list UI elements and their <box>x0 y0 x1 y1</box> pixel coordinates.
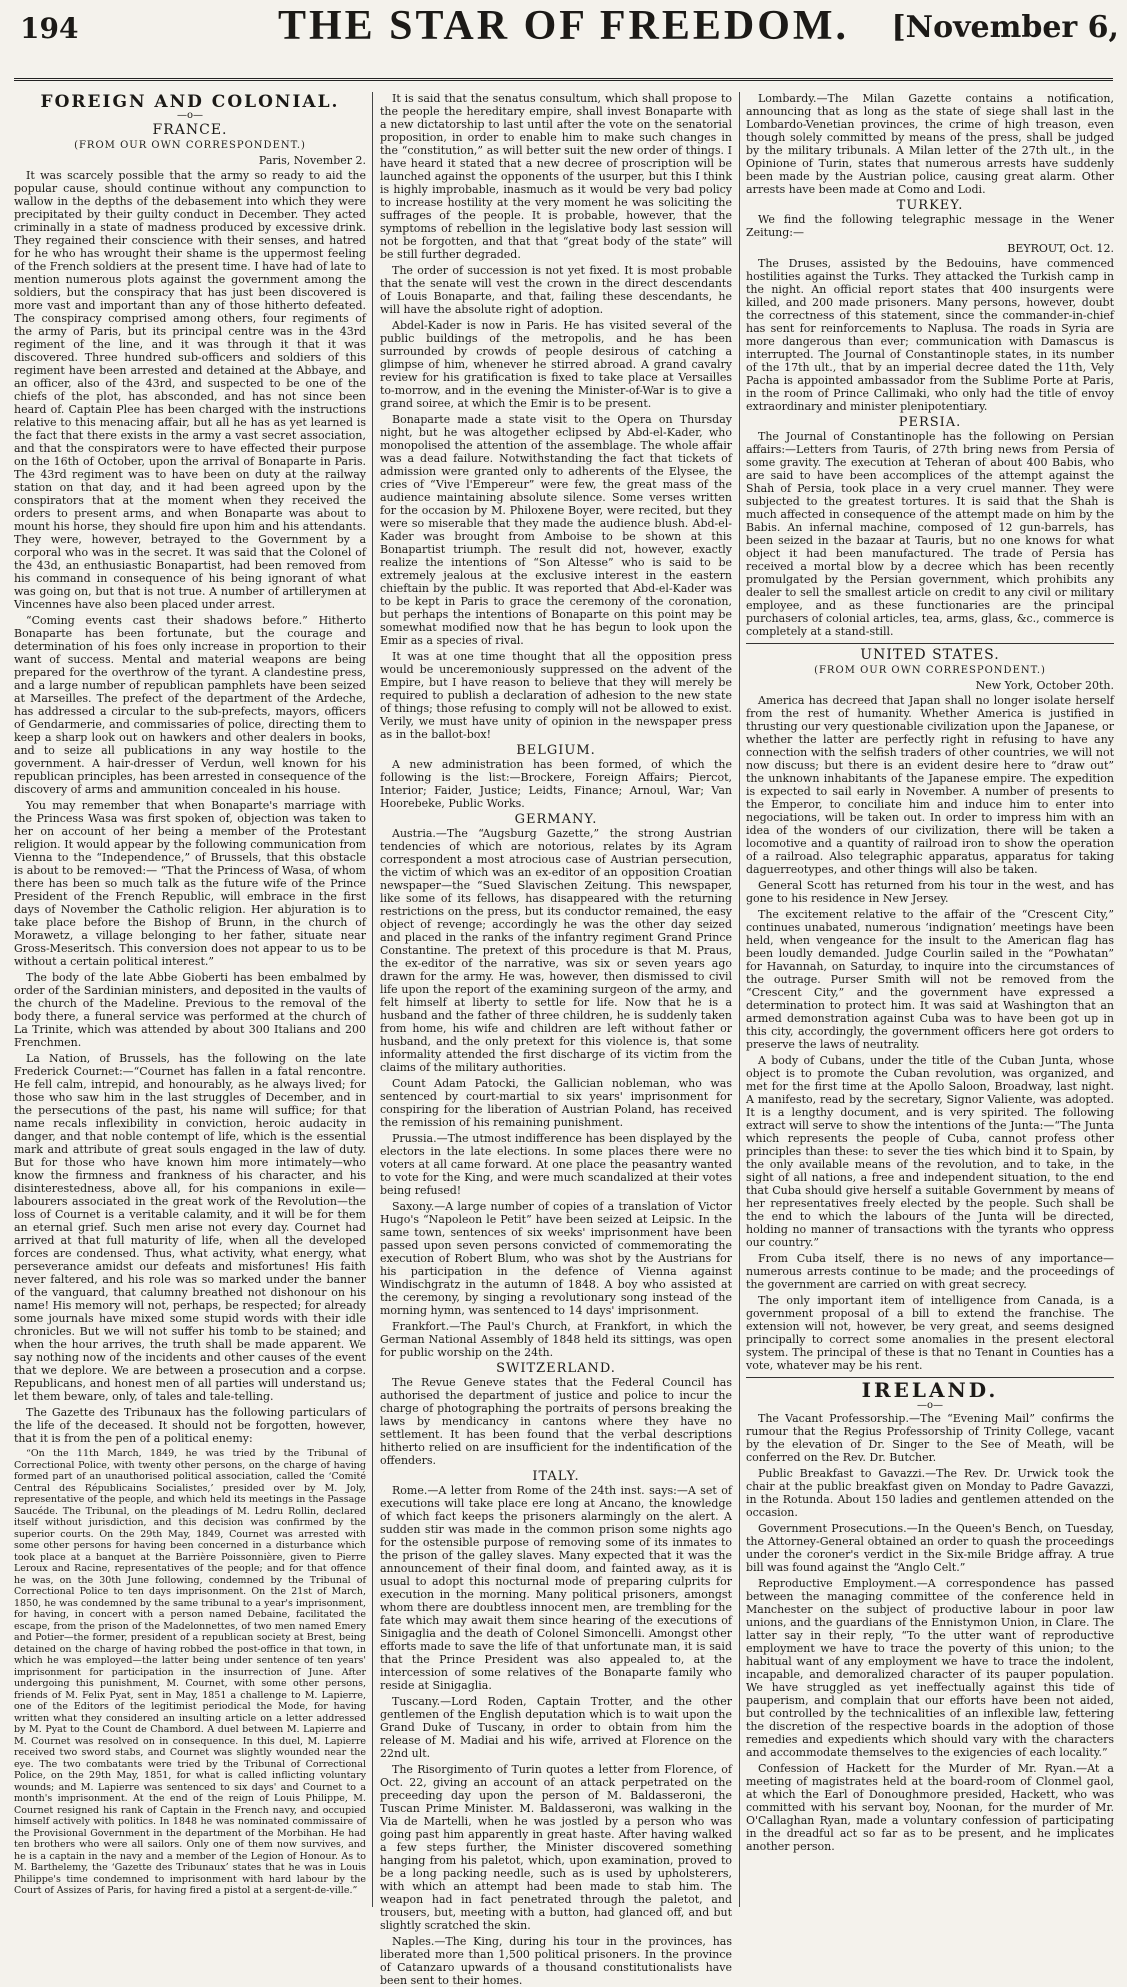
article-paragraph: The order of succession is not yet fixed. It is most probable that the senate will vest the crown in the direct descendants of Louis Bonaparte, and that, failing these descendants, he will have the absolute right of adoption. <box>380 264 732 316</box>
article-paragraph: The Revue Geneve states that the Federal Council has authorised the department of justice and police to incur the charge of photographing the portraits of persons breaking the laws by mendicancy in cantons where they have no settlement. It has been found that the verbal descriptions hitherto relied on are insufficient for the indentification of the offenders. <box>380 1376 732 1467</box>
column-1 <box>14 92 366 1912</box>
article-paragraph: The only important item of intelligence from Canada, is a government proposal of a bill to extend the franchise. The extension will not, however, be very great, and seems designed principally to correct some anomalies in the present electoral system. The principal of these is that no Tenant in Counties has a vote, whatever may be his rent. <box>746 1294 1114 1372</box>
country-heading-france: FRANCE. <box>152 122 228 138</box>
dateline: Paris, November 2. <box>258 154 366 167</box>
article-paragraph: “Coming events cast their shadows before.” Hitherto Bonaparte has been fortunate, but the courage and determination of his foes only increase in proportion to their want of success. Mental and material weapons are being prepared for the overthrow of the tyrant. A clandestine press, and a large number of republican pamphlets have been seized at Marseilles. The prefect of the department of the Ardeche, has addressed a circular to the sub-prefects, mayors, officers of Gendarmerie, and commissaries of police, directing them to keep a sharp look out on hawkers and other dealers in books, and to seize all publications in any way hostile to the government. A hair-dresser of Verdun, well known for his republican principles, has been arrested in consequence of the discovery of arms and ammunition concealed in his house. <box>14 614 366 796</box>
country-heading-persia: PERSIA. <box>898 415 962 430</box>
article-paragraph: Austria.—The “Augsburg Gazette,” the strong Austrian tendencies of which are notorious, relates by its Agram correspondent a most atrocious case of Austrian persecution, the victim of which was an ex-editor of an opposition Croatian newspaper—the “Sued Slavischen Zeitung. This newspaper, like some of its fellows, has disappeared with the returning restrictions on the press, but its conductor remained, the easy object of revenge; accordingly he was the other day seized and placed in the ranks of the infantry regiment Grand Prince Constantine. The pretext of this procedure is that M. Praus, the ex-editor of the narrative, was six or seven years ago drawn for the army. He was, however, then dismissed to civil life upon the report of the examining surgeon of the army, and felt himself at liberty to settle for life. Now that he is a husband and the father of three children, he is suddenly taken from home, his wife and children are left without father or husband, and the only pretext for this violence is, that some informality attended the first discharge of its victim from the claims of the military authorities. <box>380 827 732 1074</box>
masthead <box>0 0 1127 92</box>
dateline: BEYROUT, Oct. 12. <box>1007 242 1114 255</box>
country-heading-switzerland: SWITZERLAND. <box>496 1361 616 1376</box>
column-2 <box>380 92 732 1987</box>
column-divider <box>372 92 373 1907</box>
article-paragraph: General Scott has returned from his tour in the west, and has gone to his residence in New Jersey. <box>746 879 1114 905</box>
article-paragraph: Bonaparte made a state visit to the Opera on Thursday night, but he was altogether eclipsed by Abd-el-Kader, who monopolised the attention of the assemblage. The whole affair was a dead failure. Notwithstanding the fact that tickets of admission were granted only to adherents of the Elysee, the cries of “Vive l'Empereur” were few, the great mass of the audience maintaining absolute silence. Some verses written for the occasion by M. Philoxene Boyer, were recited, but they were so miserable that they made the audience blush. Abd-el-Kader was brought from Amboise to be shown at this Bonapartist triumph. The result did not, however, exactly realize the intentions of “Son Altesse” who is said to be extremely jealous at the exclusive interest in the eastern chieftain by the public. It was reported that Abd-el-Kader was to be kept in Paris to grace the ceremony of the coronation, but perhaps the intentions of Bonaparte on this point may be somewhat modified now that he has begun to look upon the Emir as a species of rival. <box>380 413 732 647</box>
column-3 <box>746 92 1114 1912</box>
country-heading-united-states: UNITED STATES. <box>860 647 1000 663</box>
country-heading-turkey: TURKEY. <box>896 198 964 213</box>
article-paragraph: The excitement relative to the affair of the “Crescent City,” continues unabated, numerous ‘indignation’ meetings have been held, when vengeance for the insult to the American flag has been loudly demanded. Judge Courlin sailed in the “Powhatan” for Havannah, on Saturday, to inquire into the circumstances of the outrage. Purser Smith will not be removed from the “Crescent City,” and the government have expressed a determination to protect him. It was said at Washington that an armed demonstration against Cuba was to have been got up in this city, accordingly, the government officers here got orders to preserve the laws of neutrality. <box>746 908 1114 1051</box>
article-paragraph: The Gazette des Tribunaux has the following particulars of the life of the deceased. It should not be forgotten, however, that it is from the pen of a political enemy: <box>14 1406 366 1445</box>
article-paragraph: La Nation, of Brussels, has the following on the late Frederick Cournet:—“Cournet has fallen in a fatal rencontre. He fell calm, intrepid, and honourably, as he always lived; for those who saw him in the last struggles of December, and in the persecutions of the past, his name will suffice; for that name recals inflexibility in conviction, heroic audacity in danger, and that noble contempt of life, which is the essential mark and attribute of great souls engaged in the law of duty. But for those who have known him more intimately—who know the firmness and frankness of his character, and his disinterestedness, above all, for his companions in exile—labourers associated in the great work of the Revolution—the loss of Cournet is a veritable calamity, and it will be for them an eternal grief. Such men arise not every day. Cournet had arrived at that full maturity of life, when all the developed forces are condensed. Thus, what activity, what energy, what perseverance amidst our defeats and misfortunes! His faith never faltered, and his role was so marked under the banner of the vanguard, that calumny breathed not dishonour on his name! His memory will not, perhaps, be respected; for already some journals have mixed some stupid words with their idle chronicles. But we will not suffer his tomb to be stained; and when the hour arrives, the truth shall be made apparent. We say nothing now of the incidents and other causes of the event that we deplore. We are between a prosecution and a corpse. Republicans, and honest men of all parties will understand us; let them beware, only, of tales and tale-telling. <box>14 1052 366 1403</box>
article-paragraph: Confession of Hackett for the Murder of Mr. Ryan.—At a meeting of magistrates held at the board-room of Clonmel gaol, at which the Earl of Donoughmore presided, Hackett, who was committed with his servant boy, Noonan, for the murder of Mr. O'Callaghan Ryan, made a voluntary confession of participating in the dreadful act so far as to be present, and he implicates another person. <box>746 1762 1114 1853</box>
article-paragraph: You may remember that when Bonaparte's marriage with the Princess Wasa was first spoken of, objection was taken to her on account of her being a member of the Protestant religion. It would appear by the following communication from Vienna to the “Independence,” of Brussels, that this obstacle is about to be removed:— “That the Princess of Wasa, of whom there has been so much talk as the future wife of the Prince President of the French Republic, will embrace in the first days of November the Catholic religion. Her abjuration is to take place before the Bishop of Brunn, in the church of Morawetz, a village belonging to her father, situate near Gross-Meseritsch. This conversion does not appear to us to be without a certain political interest.” <box>14 799 366 968</box>
article-paragraph: From Cuba itself, there is no news of any importance—numerous arrests continue to be made; and the proceedings of the government are carried on with great secrecy. <box>746 1252 1114 1291</box>
byline: (FROM OUR OWN CORRESPONDENT.) <box>74 140 306 151</box>
country-heading-belgium: BELGIUM. <box>516 743 596 758</box>
article-paragraph: A body of Cubans, under the title of the Cuban Junta, whose object is to promote the Cuban revolution, was organized, and met for the first time at the Apollo Saloon, Broadway, last night. A manifesto, read by the secretary, Signor Valiente, was adopted. It is a lengthy document, and is very spirited. The following extract will serve to show the intentions of the Junta:—“The Junta which represents the people of Cuba, cannot profess other principles than these: to sever the ties which bind it to Spain, by the only available means of the revolution, and to take, in the sight of all nations, a free and independent situation, to the end that Cuba should give herself a suitable Government by means of her representatives freely elected by the people. Such shall be the end to which the labours of the Junta will be directed, holding no manner of transactions with the tyrants who oppress our country.” <box>746 1054 1114 1249</box>
page-number: 194 <box>20 12 79 45</box>
article-paragraph: Government Prosecutions.—In the Queen's Bench, on Tuesday, the Attorney-General obtained an order to quash the proceedings under the coroner's verdict in the Six-mile Bridge affray. A true bill was found against the “Anglo Celt.” <box>746 1522 1114 1574</box>
article-paragraph: Frankfort.—The Paul's Church, at Frankfort, in which the German National Assembly of 1848 held its sittings, was open for public worship on the 24th. <box>380 1320 732 1359</box>
article-paragraph: Abdel-Kader is now in Paris. He has visited several of the public buildings of the metropolis, and he has been surrounded by crowds of people desirous of catching a glimpse of him, whenever he stirred abroad. A grand cavalry review for his gratification is fixed to take place at Versailles to-morrow, and in the evening the Minister-of-War is to give a grand soiree, at which the Emir is to be present. <box>380 319 732 410</box>
article-paragraph: A new administration has been formed, of which the following is the list:—Brockere, Foreign Affairs; Piercot, Interior; Faider, Justice; Leidts, Finance; Arnoul, War; Van Hoorebeke, Public Works. <box>380 758 732 810</box>
article-paragraph: It was scarcely possible that the army so ready to aid the popular cause, should continue without any compunction to wallow in the depths of the debasement into which they were precipitated by their guilty conduct in December. They acted criminally in a state of madness produced by excessive drink. They regained their conscience with their senses, and hatred for he who has wrought their shame is the uppermost feeling of the French soldiers at the present time. I have had of late to mention numerous plots against the government among the soldiers, but the conspiracy that has just been discovered is more vast and important than any of those hitherto defeated. The conspiracy comprised among others, four regiments of the army of Paris, but its principal centre was in the 43rd regiment of the line, and it was through it that it was discovered. Three hundred sub-officers and soldiers of this regiment have been arrested and detained at the Abbaye, and an officer, also of the 43rd, and suspected to be one of the chiefs of the plot, has absconded, and has not since been heard of. Captain Plee has been charged with the instructions relative to this menacing affair, but all he has as yet learned is the fact that there exists in the army a vast secret association, and that the conspirators were to have effected their purpose on the 16th of October, upon the arrival of Bonaparte in Paris. The 43rd regiment was to have been on duty at the railway station on that day, and it had been agreed upon by the conspirators that at the moment when they received the orders to present arms, and when Bonaparte was about to mount his horse, they should fire upon him and his attendants. They were, however, betrayed to the Government by a corporal who was in the secret. It was said that the Colonel of the 43d, an enthusiastic Bonapartist, had been removed from his command in consequence of his being ignorant of what was going on, but that is not true. A number of artillerymen at Vincennes have also been placed under arrest. <box>14 169 366 611</box>
article-paragraph: Saxony.—A large number of copies of a translation of Victor Hugo's “Napoleon le Petit” have been seized at Leipsic. In the same town, sentences of six weeks' imprisonment have been passed upon seven persons convicted of commemorating the execution of Robert Blum, who was shot by the Austrians for his participation in the defence of Vienna against Windischgratz in the autumn of 1848. A boy who assisted at the ceremony, by singing a revolutionary song instead of the morning hymn, was sentenced to 14 days' imprisonment. <box>380 1200 732 1317</box>
article-paragraph: Lombardy.—The Milan Gazette contains a notification, announcing that as long as the state of siege shall last in the Lombardo-Venetian provinces, the crime of high treason, even though solely committed by means of the press, shall be judged by the military tribunals. A Milan letter of the 27th ult., in the Opinione of Turin, states that numerous arrests have suddenly been made by the Austrian police, causing great alarm. Other arrests have been made at Como and Lodi. <box>746 92 1114 196</box>
section-title: FOREIGN AND COLONIAL. <box>40 92 340 112</box>
quoted-paragraph: “On the 11th March, 1849, he was tried by the Tribunal of Correctional Police, with twenty other persons, on the charge of having formed part of an unauthorised political association, called the ‘Comité Central des Républicains Socialistes,’ presided over by M. Joly, representative of the people, and which held its meetings in the Passage Saucéde. The Tribunal, on the pleadings of M. Ledru Rollin, declared itself without jurisdiction, and this decision was confirmed by the superior courts. On the 29th May, 1849, Cournet was arrested with some other persons for having been concerned in a disturbance which took place at a banquet at the Barrière Poissonnière, given to Pierre Leroux and Racine, representatives of the people; and for that offence he was, on the 30th June following, condemned by the Tribunal of Correctional Police to ten days imprisonment. On the 21st of March, 1850, he was condemned by the same tribunal to a year's imprisonment, for having, in concert with a person named Debaine, facilitated the escape, from the prison of the Madelonnettes, of two men named Emery and Potier—the former, president of a republican society at Brest, being detained on the charge of having robbed the post-office in that town, in which he was employed—the latter being under sentence of ten years' imprisonment for participation in the insurrection of June. After undergoing this punishment, M. Cournet, with some other persons, friends of M. Felix Pyat, sent in May, 1851 a challenge to M. Lapierre, one of the Editors of the legitimist periodical the Mode, for having written what they considered an insulting article on a letter addressed by M. Pyat to the Count de Chambord. A duel between M. Lapierre and M. Cournet was resolved on in consequence. In this duel, M. Lapierre received two sword stabs, and Cournet was slightly wounded near the eye. The two combatants were tried by the Tribunal of Correctional Police, on the 29th May, 1851, for what is called inflicting voluntary wounds; and M. Lapierre was sentenced to six days' and Cournet to a month's imprisonment. At the end of the reign of Louis Philippe, M. Cournet resigned his rank of Captain in the French navy, and occupied himself actively with politics. In 1848 he was nominated commissaire of the Provisional Government in the department of the Morbihan. He had ten brothers who were all sailors. Only one of them now survives, and he is a captain in the navy and a member of the Legion of Honour. As to M. Barthelemy, the ‘Gazette des Tribunaux’ states that he was in Louis Philippe's time condemned to imprisonment with hard labour by the Court of Assizes of Paris, for having fired a pistol at a sergent-de-ville.” <box>14 1448 366 1896</box>
article-paragraph: Reproductive Employment.—A correspondence has passed between the managing committee of the conference held in Manchester on the subject of productive labour in poor law unions, and the guardians of the Ennistymon Union, in Clare. The latter say in their reply, “To the utter want of reproductive employment we have to trace the poverty of this union; to the habitual want of any employment we have to trace the indolent, incapable, and demoralized character of its pauper population. We have struggled as yet ineffectually against this tide of pauperism, and complain that our efforts have been not aided, but controlled by the technicalities of an inflexible law, fettering the discretion of the respective boards in the adoption of those remedies and expedients which should vary with the characters and accommodate themselves to the exigencies of each locality.” <box>746 1577 1114 1759</box>
article-paragraph: America has decreed that Japan shall no longer isolate herself from the rest of humanity. Whether America is justified in thrusting our very questionable civilization upon the Japanese, or whether the latter are perfectly right in refusing to have any connection with the selfish traders of other countries, we will not now discuss; but there is an evident desire here to “draw out” the unknown inhabitants of the Japanese empire. The expedition is expected to sail early in November. A number of presents to the Emperor, to conciliate him and induce him to enter into negociations, will be taken out. In order to impress him with an idea of the wonders of our civilization, there will be taken a locomotive and a quantity of railroad iron to show the operation of a railroad. Also telegraphic apparatus, apparatus for taking daguerreotypes, and other things will also be taken. <box>746 694 1114 876</box>
article-paragraph: Naples.—The King, during his tour in the provinces, has liberated more than 1,500 political prisoners. In the province of Catanzaro upwards of a thousand constitutionalists have been sent to their homes. <box>380 1935 732 1987</box>
dateline: New York, October 20th. <box>975 679 1114 692</box>
article-paragraph: Prussia.—The utmost indifference has been displayed by the electors in the late elections. In some places there were no voters at all came forward. At one place the peasantry wanted to vote for the King, and were much scandalized at their votes being refused! <box>380 1132 732 1197</box>
section-divider: —o— <box>916 1400 944 1411</box>
article-paragraph: Count Adam Patocki, the Gallician nobleman, who was sentenced by court-martial to six years' imprisonment for conspiring for the liberation of Austrian Poland, has received the remission of his remaining punishment. <box>380 1077 732 1129</box>
article-paragraph: The Journal of Constantinople has the following on Persian affairs:—Letters from Tauris, of 27th bring news from Persia of some gravity. The execution at Teheran of about 400 Babis, who are said to have been accomplices of the attempt against the Shah of Persia, took place in a very cruel manner. They were subjected to the greatest tortures. It is said that the Shah is much affected in consequence of the attempt made on him by the Babis. An infernal machine, composed of 12 gun-barrels, has been seized in the bazaar at Tauris, but no one knows for what object it had been manufactured. The trade of Persia has received a mortal blow by a decree which has been recently promulgated by the Persian government, which prohibits any dealer to sell the smallest article on credit to any civil or military employee, and as these functionaries are the principal purchasers of colonial articles, tea, arms, glass, &c., commerce is completely at a stand-still. <box>746 430 1114 638</box>
article-paragraph: The Risorgimento of Turin quotes a letter from Florence, of Oct. 22, giving an account of an attack perpetrated on the preceeding day upon the person of M. Baldasseroni, the Tuscan Prime Minister. M. Baldasseroni, was walking in the Via de Martelli, when he was jostled by a person who was going past him apparently in great haste. After having walked a few steps further, the Minister discovered something hanging from his paletot, which, upon examination, proved to be a long packing needle, such as is used by upholsterers, with which an attempt had been made to stab him. The weapon had in fact penetrated through the paletot, and trousers, but, meeting with a button, had glanced off, and but slightly scratched the skin. <box>380 1763 732 1932</box>
newspaper-title: THE STAR OF FREEDOM. <box>277 3 850 49</box>
article-paragraph: The Vacant Professorship.—The “Evening Mail” confirms the rumour that the Regius Professorship of Trinity College, vacant by the elevation of Dr. Singer to the See of Meath, will be conferred on the Rev. Dr. Butcher. <box>746 1412 1114 1464</box>
section-heading-ireland: IRELAND. <box>861 1378 999 1402</box>
article-paragraph: Tuscany.—Lord Roden, Captain Trotter, and the other gentlemen of the English deputation which is to wait upon the Grand Duke of Tuscany, in order to obtain from him the release of M. Madiai and his wife, arrived at Florence on the 22nd ult. <box>380 1695 732 1760</box>
issue-date: [November 6, <box>891 10 1119 45</box>
masthead-rule <box>14 78 1113 81</box>
article-paragraph: Rome.—A letter from Rome of the 24th inst. says:—A set of executions will take place ere long at Ancano, the knowledge of which fact keeps the prisoners alarmingly on the alert. A sudden stir was made in the common prison some nights ago for the ostensible purpose of removing some of its inmates to the prison of the galley slaves. Many expected that it was the announcement of their final doom, and fainted away, as it is usual to adopt this nocturnal mode of preparing culprits for execution in the morning. Many political prisoners, amongst whom there are doubtless innocent men, are trembling for the fate which may await them since hearing of the executions of Sinigaglia and the death of Colonel Simoncelli. Amongst other efforts made to save the life of that unfortunate man, it is said that the Prince President was also appealed to, at the intercession of some relatives of the Bonaparte family who reside at Sinigaglia. <box>380 1484 732 1692</box>
article-paragraph: The body of the late Abbe Gioberti has been embalmed by order of the Sardinian ministers, and deposited in the vaults of the church of the Madeline. Previous to the removal of the body there, a funeral service was performed at the church of La Trinite, which was attended by about 300 Italians and 200 Frenchmen. <box>14 971 366 1049</box>
section-divider: —o— <box>176 110 204 121</box>
country-heading-germany: GERMANY. <box>514 812 598 827</box>
article-paragraph: Public Breakfast to Gavazzi.—The Rev. Dr. Urwick took the chair at the public breakfast given on Monday to Padre Gavazzi, in the Rotunda. About 150 ladies and gentlemen attended on the occasion. <box>746 1467 1114 1519</box>
article-paragraph: The Druses, assisted by the Bedouins, have commenced hostilities against the Turks. They attacked the Turkish camp in the night. An official report states that 400 insurgents were killed, and 200 made prisoners. Many persons, however, doubt the correctness of this statement, since the commander-in-chief has sent for reinforcements to Naplusa. The roads in Syria are more dangerous than ever; communication with Damascus is interrupted. The Journal of Constantinople states, in its number of the 17th ult., that by an imperial decree dated the 11th, Vely Pacha is appointed ambassador from the Sublime Porte at Paris, in the room of Prince Callimaki, who only had the title of envoy extraordinary and minister plenipotentiary. <box>746 257 1114 413</box>
byline: (FROM OUR OWN CORRESPONDENT.) <box>814 665 1046 676</box>
article-paragraph: It was at one time thought that all the opposition press would be unceremoniously suppressed on the advent of the Empire, but I have reason to believe that they will merely be required to publish a declaration of adhesion to the new state of things; those refusing to comply will not be allowed to exist. Verily, we must have unity of opinion in the newspaper press as in the ballot-box! <box>380 650 732 741</box>
section-rule <box>746 643 1114 644</box>
column-divider <box>739 92 740 1907</box>
country-heading-italy: ITALY. <box>532 1469 580 1484</box>
article-paragraph: It is said that the senatus consultum, which shall propose to the people the hereditary empire, shall invest Bonaparte with a new dictatorship to last until after the vote on the senatorial proposition, in order to enable him to make such changes in the “constitution,” as will better suit the new order of things. I have heard it stated that a new decree of proscription will be launched against the opponents of the usurper, but this I think is highly improbable, inasmuch as it would be very bad policy to increase hostility at the very moment he was soliciting the suffrages of the people. It is probable, however, that the symptoms of rebellion in the legislative body last session will not be forgotten, and that that “great body of the state” will be still further degraded. <box>380 92 732 261</box>
article-paragraph: We find the following telegraphic message in the Wener Zeitung:— <box>746 213 1114 239</box>
